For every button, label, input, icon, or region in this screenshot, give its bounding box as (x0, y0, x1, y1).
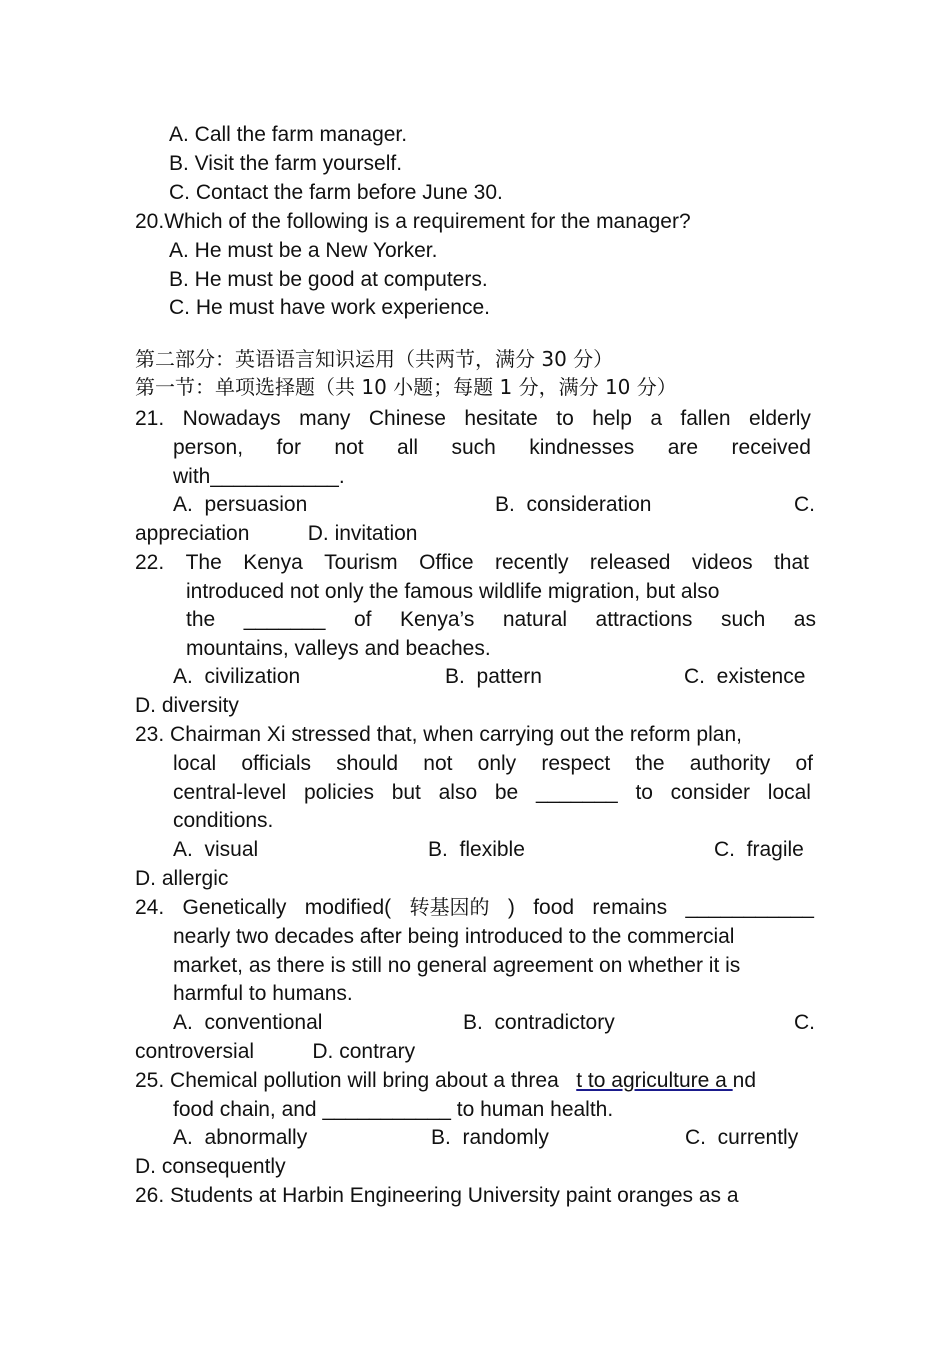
section-one-title: 第一节：单项选择题（共 10 小题；每题 1 分，满分 10 分） (135, 375, 677, 399)
word: officials (241, 752, 312, 775)
q22-line-3 (186, 605, 816, 634)
q20-option-a: A. He must be a New Yorker. (169, 239, 438, 262)
q23-line-1: 23. Chairman Xi stressed that, when carrying out the reform plan, (135, 723, 742, 746)
q22-option-a: A. civilization (173, 665, 301, 688)
q21-line-5: appreciation D. invitation (135, 522, 418, 545)
q23-line-2 (173, 749, 813, 778)
q23-line-3 (173, 778, 811, 807)
q23-option-d: D. allergic (135, 867, 229, 890)
word: Chinese (368, 407, 446, 430)
word: Tourism (324, 551, 398, 574)
word: 21. (135, 407, 165, 430)
q24-line-6: controversial D. contrary (135, 1040, 416, 1063)
word: local (173, 752, 217, 775)
q24-line-4: harmful to humans. (173, 982, 353, 1005)
q23-option-a: A. visual (173, 838, 259, 861)
word: the (635, 752, 665, 775)
word: for (276, 436, 301, 459)
q19-option-b: B. Visit the farm yourself. (169, 152, 403, 175)
word: policies (303, 781, 374, 804)
q25-text-c: nd (732, 1069, 757, 1092)
word: all (397, 436, 419, 459)
word: kindnesses (529, 436, 635, 459)
word: also (438, 781, 478, 804)
q25-text-a: 25. Chemical pollution will bring about a threa (135, 1069, 577, 1092)
word: _______ (243, 608, 326, 631)
word: ) (507, 896, 515, 919)
word: person, (173, 436, 244, 459)
word: not (423, 752, 453, 775)
q24-option-b: B. contradictory (463, 1011, 615, 1034)
q22-line-2: introduced not only the famous wildlife migration, but also (186, 580, 720, 603)
q22-option-b: B. pattern (445, 665, 542, 688)
word: authority (689, 752, 771, 775)
q25-option-a: A. abnormally (173, 1126, 308, 1149)
word: the (186, 608, 216, 631)
word: Nowadays (182, 407, 281, 430)
word: attractions (595, 608, 693, 631)
q19-option-c: C. Contact the farm before June 30. (169, 181, 503, 204)
q22-option-d: D. diversity (135, 694, 239, 717)
word: remains (592, 896, 668, 919)
q21-line-2 (173, 433, 811, 462)
word: Office (419, 551, 474, 574)
q21-line-1 (135, 404, 811, 433)
word: _______ (535, 781, 618, 804)
word: respect (541, 752, 611, 775)
word: hesitate (464, 407, 538, 430)
word: Genetically (182, 896, 287, 919)
q19-option-a: A. Call the farm manager. (169, 123, 408, 146)
word: only (477, 752, 517, 775)
word: a (650, 407, 662, 430)
q25-line-2: food chain, and ___________ to human health. (173, 1098, 614, 1121)
q24-option-a: A. conventional (173, 1011, 323, 1034)
word: many (299, 407, 351, 430)
word: to (635, 781, 653, 804)
q24-line-1 (135, 893, 814, 922)
word: natural (502, 608, 568, 631)
word: received (731, 436, 811, 459)
q23-line-4: conditions. (173, 809, 274, 832)
q23-option-c: C. fragile (714, 838, 804, 861)
word: Kenya (243, 551, 303, 574)
word: of (353, 608, 372, 631)
word: should (336, 752, 399, 775)
q20-stem: 20.Which of the following is a requirement for the manager? (135, 210, 691, 233)
q20-option-c: C. He must have work experience. (169, 296, 490, 319)
q25-line-1 (135, 1066, 756, 1095)
q25-option-b: B. randomly (431, 1126, 549, 1149)
word: elderly (749, 407, 811, 430)
q21-option-a: A. persuasion (173, 493, 308, 516)
q21-option-b: B. consideration (495, 493, 652, 516)
q24-line-2: nearly two decades after being introduced to the commercial (173, 925, 735, 948)
q24-line-3: market, as there is still no general agreement on whether it is (173, 954, 741, 977)
q21-line-3: with___________. (173, 465, 345, 488)
q20-option-b: B. He must be good at computers. (169, 268, 488, 291)
word: that (773, 551, 809, 574)
word: consider (670, 781, 751, 804)
word: but (391, 781, 421, 804)
word: not (334, 436, 364, 459)
word: ___________ (685, 896, 814, 919)
word: of (795, 752, 813, 775)
q22-line-4: mountains, valleys and beaches. (186, 637, 491, 660)
word: be (494, 781, 519, 804)
word: such (451, 436, 496, 459)
q23-option-b: B. flexible (428, 838, 525, 861)
q26-line-1: 26. Students at Harbin Engineering University paint oranges as a (135, 1184, 739, 1207)
part-two-title: 第二部分：英语语言知识运用（共两节，满分 30 分） (135, 347, 614, 371)
q25-option-d: D. consequently (135, 1155, 286, 1178)
word: fallen (680, 407, 731, 430)
q21-option-c-label: C. (794, 493, 815, 516)
word: The (185, 551, 222, 574)
word: local (767, 781, 811, 804)
word: food (533, 896, 575, 919)
q24-option-c-label: C. (794, 1011, 815, 1034)
word: 22. (135, 551, 165, 574)
word: central-level (173, 781, 287, 804)
q25-underlined-text: t to agriculture a (576, 1069, 733, 1092)
word: help (592, 407, 632, 430)
word: released (589, 551, 671, 574)
q22-option-c: C. existence (684, 665, 806, 688)
q22-line-1 (135, 548, 809, 577)
word: are (667, 436, 699, 459)
word: videos (691, 551, 753, 574)
word: Kenya’s (399, 608, 475, 631)
word: recently (494, 551, 569, 574)
word: 24. (135, 896, 165, 919)
word-chinese: 转基因的 (409, 895, 490, 919)
word: to (556, 407, 574, 430)
word: such (720, 608, 766, 631)
q25-option-c: C. currently (685, 1126, 799, 1149)
word: as (793, 608, 816, 631)
word: modified( (304, 896, 392, 919)
